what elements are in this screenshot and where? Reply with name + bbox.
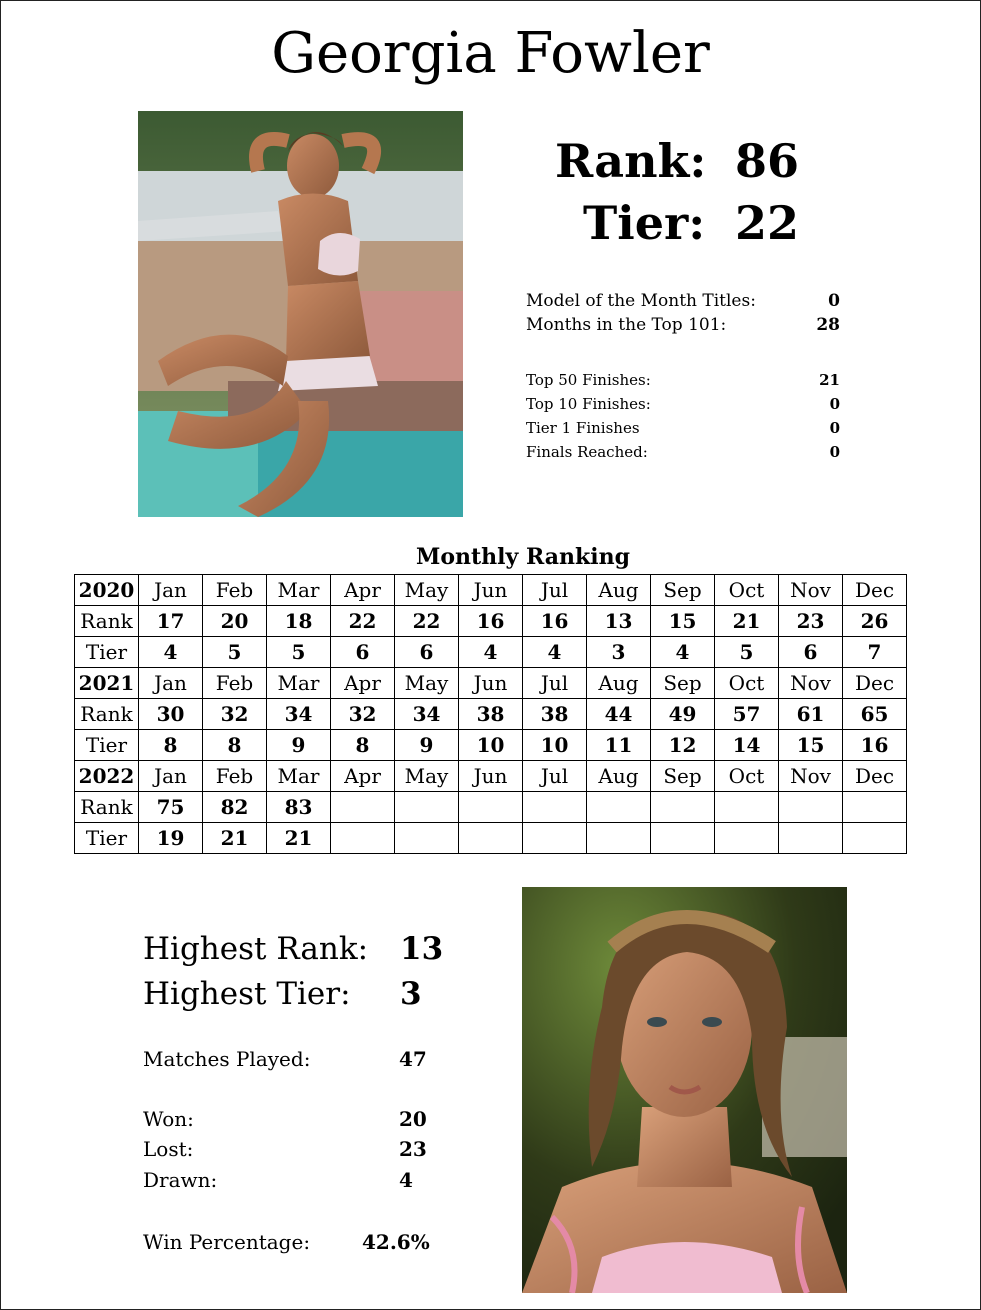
stat-top10-label: Top 10 Finishes: xyxy=(526,395,651,413)
ranking-month-header: Jan xyxy=(139,761,203,792)
ranking-tier-cell: 6 xyxy=(395,637,459,668)
ranking-month-header: Mar xyxy=(267,668,331,699)
ranking-tier-cell xyxy=(331,823,395,854)
ranking-rank-cell xyxy=(587,792,651,823)
matches-drawn-value: 4 xyxy=(399,1168,413,1192)
ranking-rank-cell xyxy=(459,792,523,823)
ranking-month-header: Sep xyxy=(651,761,715,792)
ranking-rank-cell: 44 xyxy=(587,699,651,730)
ranking-month-header: Nov xyxy=(779,668,843,699)
page-title: Georgia Fowler xyxy=(271,21,710,86)
ranking-tier-label: Tier xyxy=(75,730,139,761)
ranking-month-header: May xyxy=(395,761,459,792)
stat-motm-value: 0 xyxy=(828,291,840,311)
ranking-month-header: Sep xyxy=(651,668,715,699)
ranking-rank-label: Rank xyxy=(75,606,139,637)
ranking-rank-cell xyxy=(523,792,587,823)
ranking-tier-cell xyxy=(843,823,907,854)
ranking-month-header: Jun xyxy=(459,761,523,792)
ranking-month-header: Dec xyxy=(843,668,907,699)
ranking-month-header: Jul xyxy=(523,575,587,606)
ranking-tier-cell: 9 xyxy=(267,730,331,761)
ranking-tier-cell: 21 xyxy=(267,823,331,854)
ranking-month-header: Aug xyxy=(587,575,651,606)
ranking-month-header: Jun xyxy=(459,668,523,699)
ranking-rank-cell: 82 xyxy=(203,792,267,823)
ranking-year-row xyxy=(75,761,907,792)
highest-tier-label: Highest Tier: xyxy=(143,976,351,1012)
ranking-tier-cell: 9 xyxy=(395,730,459,761)
ranking-tier-cell: 7 xyxy=(843,637,907,668)
matches-lost-label: Lost: xyxy=(143,1137,194,1161)
ranking-month-header: Oct xyxy=(715,575,779,606)
ranking-rank-cell: 16 xyxy=(459,606,523,637)
ranking-rank-cell: 34 xyxy=(267,699,331,730)
ranking-month-header: Feb xyxy=(203,761,267,792)
ranking-tier-label: Tier xyxy=(75,823,139,854)
ranking-tier-cell: 16 xyxy=(843,730,907,761)
ranking-rank-cell: 23 xyxy=(779,606,843,637)
matches-played-value: 47 xyxy=(399,1047,427,1071)
ranking-rank-cell: 38 xyxy=(523,699,587,730)
ranking-rank-cell: 17 xyxy=(139,606,203,637)
ranking-rank-cell xyxy=(651,792,715,823)
tier-value: 22 xyxy=(735,196,800,250)
highest-rank-label: Highest Rank: xyxy=(143,931,369,967)
matches-won-value: 20 xyxy=(399,1107,427,1131)
ranking-rank-cell: 18 xyxy=(267,606,331,637)
ranking-tier-cell xyxy=(779,823,843,854)
ranking-tier-cell: 6 xyxy=(779,637,843,668)
ranking-rank-cell: 34 xyxy=(395,699,459,730)
matches-played-label: Matches Played: xyxy=(143,1047,311,1071)
ranking-rank-cell: 15 xyxy=(651,606,715,637)
ranking-rank-cell: 49 xyxy=(651,699,715,730)
ranking-year-label: 2020 xyxy=(75,575,139,606)
ranking-month-header: Mar xyxy=(267,575,331,606)
ranking-tier-cell xyxy=(523,823,587,854)
ranking-rank-cell: 22 xyxy=(331,606,395,637)
matches-won-label: Won: xyxy=(143,1107,194,1131)
ranking-tier-cell: 5 xyxy=(715,637,779,668)
ranking-month-header: Jan xyxy=(139,575,203,606)
highest-tier-value: 3 xyxy=(400,976,422,1012)
ranking-month-header: Jul xyxy=(523,668,587,699)
ranking-year-row xyxy=(75,668,907,699)
ranking-rank-cell xyxy=(331,792,395,823)
ranking-tier-cell: 15 xyxy=(779,730,843,761)
ranking-year-row xyxy=(75,575,907,606)
ranking-month-header: May xyxy=(395,668,459,699)
ranking-tier-cell: 4 xyxy=(523,637,587,668)
ranking-rank-cell: 20 xyxy=(203,606,267,637)
ranking-tier-row xyxy=(75,730,907,761)
ranking-tier-cell: 14 xyxy=(715,730,779,761)
monthly-ranking-title: Monthly Ranking xyxy=(416,544,630,570)
ranking-tier-cell xyxy=(459,823,523,854)
ranking-rank-row xyxy=(75,606,907,637)
ranking-rank-cell: 32 xyxy=(331,699,395,730)
ranking-tier-cell: 19 xyxy=(139,823,203,854)
ranking-rank-cell: 32 xyxy=(203,699,267,730)
ranking-rank-label: Rank xyxy=(75,792,139,823)
win-percentage-label: Win Percentage: xyxy=(143,1230,311,1254)
stat-months-top101-value: 28 xyxy=(816,315,840,335)
ranking-rank-row xyxy=(75,699,907,730)
stat-top10-value: 0 xyxy=(829,395,840,413)
ranking-month-header: Oct xyxy=(715,761,779,792)
model-photo-portrait xyxy=(522,887,847,1293)
ranking-rank-cell xyxy=(715,792,779,823)
ranking-tier-cell: 3 xyxy=(587,637,651,668)
ranking-tier-cell: 10 xyxy=(523,730,587,761)
ranking-rank-cell: 83 xyxy=(267,792,331,823)
rank-label: Rank: xyxy=(555,134,707,188)
ranking-rank-cell: 75 xyxy=(139,792,203,823)
ranking-tier-cell: 4 xyxy=(139,637,203,668)
stat-finals-value: 0 xyxy=(829,443,840,461)
ranking-tier-cell: 5 xyxy=(267,637,331,668)
ranking-month-header: Nov xyxy=(779,575,843,606)
ranking-tier-cell xyxy=(587,823,651,854)
ranking-rank-cell: 21 xyxy=(715,606,779,637)
ranking-month-header: Feb xyxy=(203,668,267,699)
ranking-year-label: 2022 xyxy=(75,761,139,792)
ranking-tier-cell: 8 xyxy=(139,730,203,761)
ranking-tier-row xyxy=(75,823,907,854)
ranking-tier-row xyxy=(75,637,907,668)
ranking-tier-cell: 4 xyxy=(651,637,715,668)
ranking-month-header: May xyxy=(395,575,459,606)
ranking-month-header: Dec xyxy=(843,761,907,792)
ranking-tier-cell: 8 xyxy=(331,730,395,761)
ranking-tier-cell: 4 xyxy=(459,637,523,668)
ranking-rank-cell xyxy=(779,792,843,823)
stat-tier1-label: Tier 1 Finishes xyxy=(526,419,640,437)
ranking-tier-cell: 11 xyxy=(587,730,651,761)
ranking-rank-cell xyxy=(395,792,459,823)
ranking-month-header: Mar xyxy=(267,761,331,792)
ranking-rank-cell: 65 xyxy=(843,699,907,730)
ranking-rank-cell: 57 xyxy=(715,699,779,730)
matches-drawn-label: Drawn: xyxy=(143,1168,218,1192)
ranking-rank-cell: 38 xyxy=(459,699,523,730)
ranking-month-header: Aug xyxy=(587,668,651,699)
ranking-rank-cell: 16 xyxy=(523,606,587,637)
ranking-rank-cell xyxy=(843,792,907,823)
ranking-rank-cell: 22 xyxy=(395,606,459,637)
ranking-rank-label: Rank xyxy=(75,699,139,730)
ranking-month-header: Apr xyxy=(331,668,395,699)
ranking-tier-cell: 5 xyxy=(203,637,267,668)
ranking-month-header: Jun xyxy=(459,575,523,606)
ranking-month-header: Jul xyxy=(523,761,587,792)
ranking-tier-cell: 12 xyxy=(651,730,715,761)
stat-top50-value: 21 xyxy=(819,371,840,389)
highest-rank-value: 13 xyxy=(400,931,444,967)
ranking-rank-cell: 30 xyxy=(139,699,203,730)
stat-finals-label: Finals Reached: xyxy=(526,443,648,461)
ranking-month-header: Apr xyxy=(331,575,395,606)
matches-lost-value: 23 xyxy=(399,1137,427,1161)
ranking-year-label: 2021 xyxy=(75,668,139,699)
ranking-month-header: Aug xyxy=(587,761,651,792)
ranking-month-header: Dec xyxy=(843,575,907,606)
ranking-tier-cell xyxy=(395,823,459,854)
ranking-month-header: Sep xyxy=(651,575,715,606)
ranking-rank-cell: 61 xyxy=(779,699,843,730)
ranking-rank-cell: 26 xyxy=(843,606,907,637)
stat-motm-label: Model of the Month Titles: xyxy=(526,291,756,311)
ranking-tier-label: Tier xyxy=(75,637,139,668)
ranking-tier-cell: 21 xyxy=(203,823,267,854)
ranking-month-header: Oct xyxy=(715,668,779,699)
stat-tier1-value: 0 xyxy=(829,419,840,437)
win-percentage-value: 42.6% xyxy=(362,1230,430,1254)
stat-months-top101-label: Months in the Top 101: xyxy=(526,315,727,335)
tier-label: Tier: xyxy=(583,196,706,250)
monthly-ranking-table xyxy=(74,574,907,854)
ranking-rank-cell: 13 xyxy=(587,606,651,637)
ranking-tier-cell xyxy=(651,823,715,854)
stat-top50-label: Top 50 Finishes: xyxy=(526,371,651,389)
ranking-month-header: Feb xyxy=(203,575,267,606)
model-photo-poolside xyxy=(138,111,463,517)
ranking-tier-cell: 10 xyxy=(459,730,523,761)
ranking-month-header: Jan xyxy=(139,668,203,699)
ranking-tier-cell xyxy=(715,823,779,854)
ranking-month-header: Nov xyxy=(779,761,843,792)
rank-value: 86 xyxy=(735,134,800,188)
ranking-rank-row xyxy=(75,792,907,823)
ranking-tier-cell: 8 xyxy=(203,730,267,761)
ranking-month-header: Apr xyxy=(331,761,395,792)
ranking-tier-cell: 6 xyxy=(331,637,395,668)
